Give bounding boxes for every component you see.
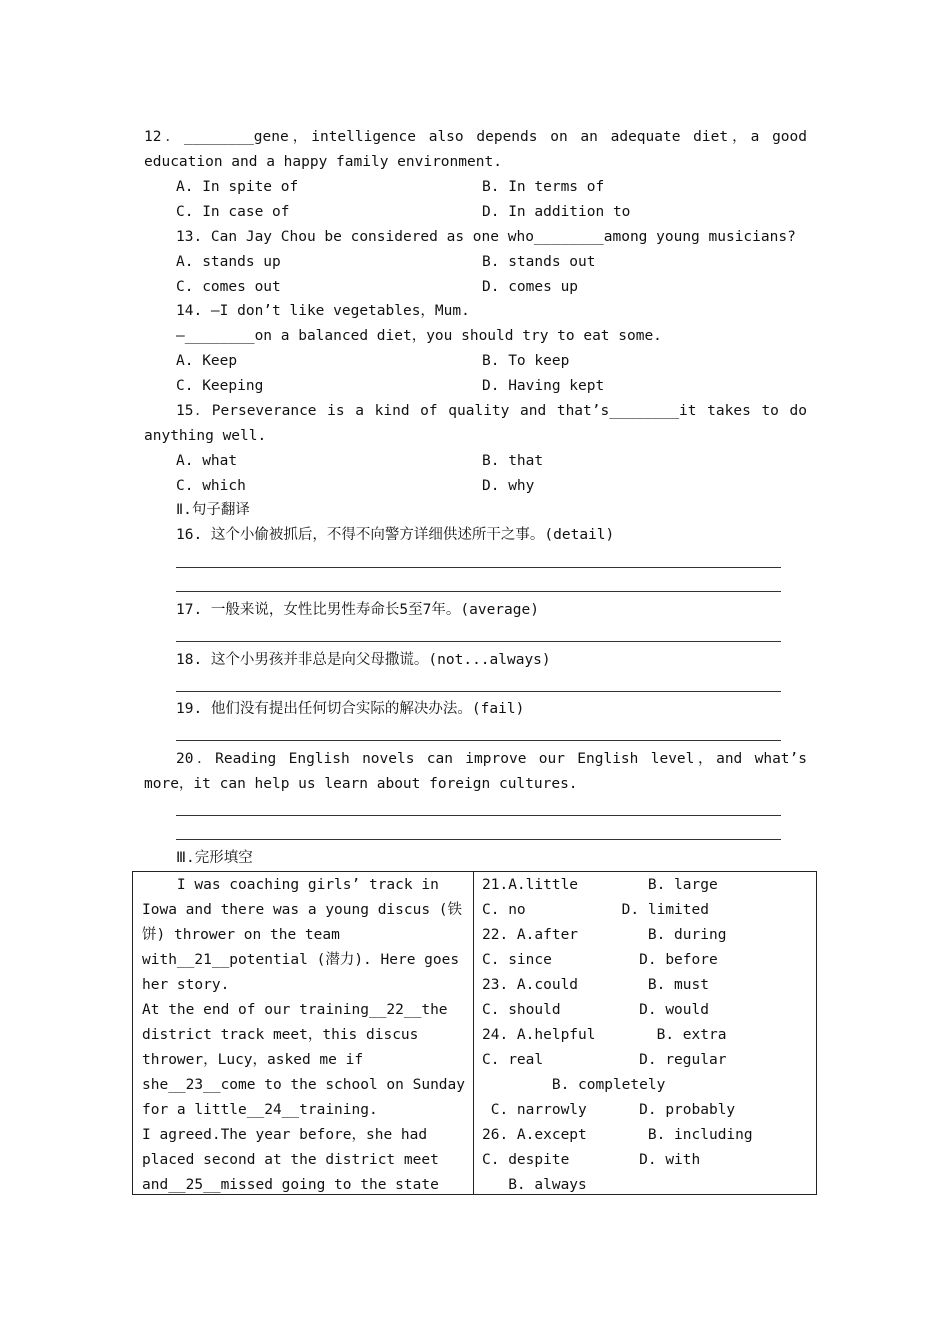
option-line: C. should D. would [482,1002,709,1018]
q19-prompt: 19. 他们没有提出任何切合实际的解决办法。(fail) [176,701,525,717]
passage-line: for a little__24__training. [142,1102,378,1118]
q12-stem-line1: 12．________gene，intelligence also depends on an adequate diet，a good [144,129,807,145]
passage-line: her story. [142,977,230,993]
q15-option-a: A. what [176,453,238,469]
option-line: C. narrowly D. probably [482,1102,736,1118]
q15-stem-line2: anything well. [144,428,267,444]
q13-stem: 13. Can Jay Chou be considered as one who________among young musicians? [176,229,796,245]
q12-option-a: A. In spite of [176,179,299,195]
q14-stem-line1: 14. —I don’t like vegetables，Mum. [176,303,470,319]
q13-option-d: D. comes up [482,279,579,295]
option-line: 23. A.could B. must [482,977,709,993]
q17-answer-line[interactable] [176,641,781,642]
q12-option-d: D. In addition to [482,204,631,220]
q16-answer-line-2[interactable] [176,591,781,592]
passage-line: 饼) thrower on the team [142,927,340,943]
cloze-table-divider [473,871,474,1195]
passage-line: I agreed.The year before，she had [142,1127,428,1143]
section-cloze-heading: Ⅲ.完形填空 [176,850,253,866]
option-line: C. despite D. with [482,1152,701,1168]
passage-line: district track meet，this discus [142,1027,419,1043]
passage-line: I was coaching girls’ track in [142,877,439,893]
option-line: C. no D. limited [482,902,709,918]
q13-option-b: B. stands out [482,254,596,270]
q14-option-a: A. Keep [176,353,238,369]
q14-option-b: B. To keep [482,353,570,369]
q20-answer-line-2[interactable] [176,839,781,840]
q12-stem-line2: education and a happy family environment. [144,154,502,170]
q12-option-b: B. In terms of [482,179,605,195]
q19-answer-line[interactable] [176,740,781,741]
q20-prompt-line2: more，it can help us learn about foreign cultures. [144,776,578,792]
option-line: B. always [482,1177,587,1193]
passage-line: with__21__potential (潜力). Here goes [142,952,460,968]
q15-option-c: C. which [176,478,246,494]
option-line: B. completely [482,1077,666,1093]
q13-option-a: A. stands up [176,254,281,270]
q20-prompt-line1: 20．Reading English novels can improve our English level，and what’s [176,751,807,767]
q18-answer-line[interactable] [176,691,781,692]
passage-line: and__25__missed going to the state [142,1177,439,1193]
q15-option-d: D. why [482,478,535,494]
q20-answer-line-1[interactable] [176,815,781,816]
passage-line: placed second at the district meet [142,1152,439,1168]
passage-line: Iowa and there was a young discus (铁 [142,902,463,918]
q15-option-b: B. that [482,453,544,469]
section-translation-heading: Ⅱ.句子翻译 [176,502,250,518]
passage-line: At the end of our training__22__the [142,1002,448,1018]
option-line: 24. A.helpful B. extra [482,1027,727,1043]
q14-option-c: C. Keeping [176,378,264,394]
q14-stem-line2: —________on a balanced diet，you should try to eat some. [176,328,662,344]
q16-prompt: 16. 这个小偷被抓后，不得不向警方详细供述所干之事。(detail) [176,527,615,543]
q14-option-d: D. Having kept [482,378,605,394]
option-line: C. real D. regular [482,1052,727,1068]
option-line: 22. A.after B. during [482,927,727,943]
option-line: 21.A.little B. large [482,877,718,893]
q17-prompt: 17. 一般来说，女性比男性寿命长5至7年。(average) [176,602,539,618]
option-line: 26. A.except B. including [482,1127,753,1143]
passage-line: she__23__come to the school on Sunday [142,1077,466,1093]
q13-option-c: C. comes out [176,279,281,295]
q12-option-c: C. In case of [176,204,290,220]
q15-stem-line1: 15．Perseverance is a kind of quality and that’s________it takes to do [176,403,807,419]
q18-prompt: 18. 这个小男孩并非总是向父母撒谎。(not...always) [176,652,551,668]
q16-answer-line-1[interactable] [176,567,781,568]
option-line: C. since D. before [482,952,718,968]
passage-line: thrower，Lucy，asked me if [142,1052,364,1068]
